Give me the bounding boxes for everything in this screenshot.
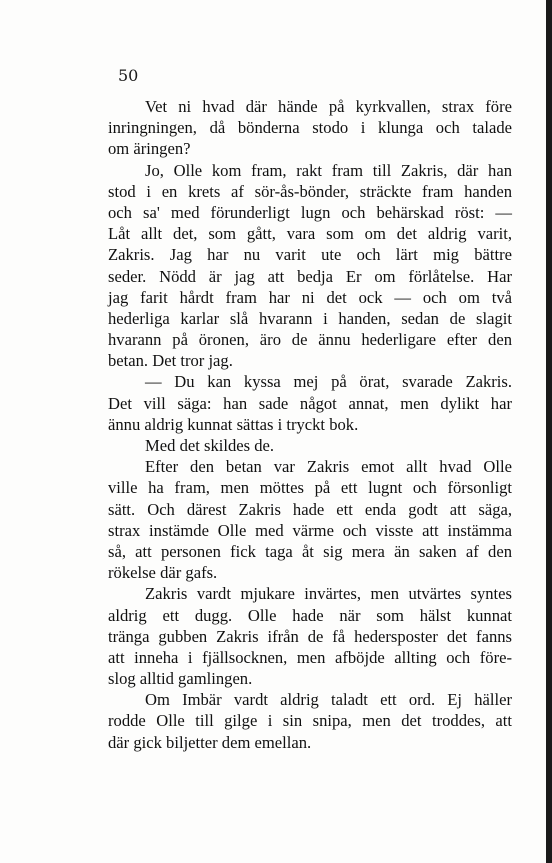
text-line: att inneha i fjällsocknen, men afböjde allting och före- bbox=[108, 647, 512, 667]
text-line: Jo, Olle kom fram, rakt fram till Zakris, där han bbox=[145, 160, 512, 180]
text-line: tränga gubben Zakris ifrån de få hedersposter det fanns bbox=[108, 626, 512, 646]
text-line: slog alltid gamlingen. bbox=[108, 669, 253, 689]
text-line: hederliga karlar slå hvarann i handen, sedan de slagit bbox=[108, 308, 512, 328]
text-line: strax instämde Olle med värme och visste att instämma bbox=[108, 520, 512, 540]
text-line: där gick biljetter dem emellan. bbox=[108, 732, 312, 752]
text-line: — Du kan kyssa mej på örat, svarade Zakris. bbox=[145, 372, 512, 392]
text-line: så, att personen fick taga åt sig mera än saken af den bbox=[108, 541, 512, 561]
text-line: rodde Olle till gilge i sin snipa, men det troddes, att bbox=[108, 711, 512, 731]
text-line: jag farit hårdt fram har ni det ock — och om två bbox=[108, 287, 512, 307]
text-line: inringningen, då bönderna stodo i klunga och talade bbox=[108, 118, 512, 138]
text-line: Det vill säga: han sade något annat, men dylikt har bbox=[108, 393, 512, 413]
text-line: Låt allt det, som gått, vara som om det aldrig varit, bbox=[108, 224, 512, 244]
text-line: hvarann på öronen, äro de ännu hederligare efter den bbox=[108, 330, 512, 350]
page-number: 50 bbox=[118, 66, 139, 85]
text-line: rökelse där gafs. bbox=[108, 563, 218, 583]
text-line: Vet ni hvad där hände på kyrkvallen, strax före bbox=[145, 97, 512, 116]
text-line: Efter den betan var Zakris emot allt hvad Olle bbox=[145, 457, 512, 477]
text-line: Zakris. Jag har nu varit ute och lärt mig bättre bbox=[108, 245, 512, 265]
text-line: Om Imbär vardt aldrig taladt ett ord. Ej häller bbox=[145, 690, 512, 710]
text-line: sätt. Och därest Zakris hade ett enda godt att säga, bbox=[108, 499, 512, 519]
text-line: ville ha fram, men möttes på ett lugnt och försonligt bbox=[108, 478, 512, 498]
text-line: betan. Det tror jag. bbox=[108, 351, 233, 371]
text-line: aldrig ett dugg. Olle hade när som hälst kunnat bbox=[108, 605, 512, 625]
text-line: och sa' med förunderligt lugn och behärskad röst: — bbox=[108, 202, 512, 222]
text-line: Med det skildes de. bbox=[145, 436, 275, 455]
text-line: stod i en krets af sör-ås-bönder, sträckte fram handen bbox=[108, 181, 512, 201]
page-edge-shadow bbox=[546, 0, 552, 863]
text-line: seder. Nödd är jag att bedja Er om förlåtelse. Har bbox=[108, 266, 512, 286]
body-text bbox=[108, 96, 512, 753]
text-line: ännu aldrig kunnat sättas i tryckt bok. bbox=[108, 414, 359, 434]
text-line: Zakris vardt mjukare invärtes, men utvärtes syntes bbox=[145, 584, 512, 604]
text-line: om äringen? bbox=[108, 139, 191, 159]
